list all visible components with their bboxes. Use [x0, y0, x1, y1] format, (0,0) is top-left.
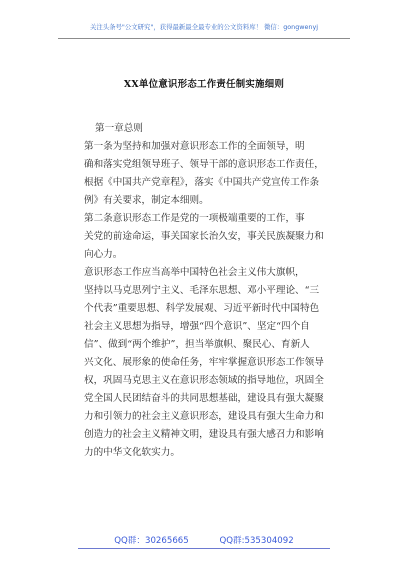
header-promo-note: 关注头条号"公文研究"，获得最新最全最专业的公文资料库！ 微信：gongwenyj — [89, 23, 319, 31]
footer-contact — [0, 534, 408, 546]
footer-qq-group-1: QQ群：30265665 — [114, 536, 189, 546]
text-line: 社会主义思想为指导，增强“四个意识”、坚定“四个自 — [84, 321, 310, 332]
text-line: 权，巩固马克思主义在意识形态领域的指导地位，巩固全 — [84, 375, 324, 386]
text-line: 关党的前途命运，事关国家长治久安，事关民族凝聚力和 — [84, 231, 324, 242]
text-line: 例》有关要求，制定本细则。 — [84, 195, 209, 206]
text-line: 根据《中国共产党章程》，落实《中国共产党宣传工作条 — [84, 177, 320, 188]
article-paragraph — [84, 138, 344, 210]
article-paragraph — [84, 264, 344, 462]
text-line: 个代表”重要思想、科学发展观、习近平新时代中国特色 — [84, 303, 320, 314]
document-title: XX单位意识形态工作责任制实施细则 — [123, 79, 285, 90]
text-line: 第二条意识形态工作是党的一项极端重要的工作，事 — [84, 213, 305, 224]
text-line: 党全国人民团结奋斗的共同思想基础，建设具有强大凝聚 — [84, 393, 324, 404]
document-body — [84, 120, 344, 462]
footer-divider — [78, 548, 330, 549]
text-line: 创造力的社会主义精神文明，建设具有强大感召力和影响 — [84, 429, 324, 440]
text-line: 第一章总则 — [95, 123, 143, 134]
text-line: 向心力。 — [84, 249, 123, 260]
text-line: 确和落实党组领导班子、领导干部的意识形态工作责任， — [84, 159, 324, 170]
text-line: 意识形态工作应当高举中国特色社会主义伟大旗帜， — [84, 267, 305, 278]
text-line: 兴文化、展形象的使命任务，牢牢掌握意识形态工作领导 — [84, 357, 324, 368]
text-line: 第一条为坚持和加强对意识形态工作的全面领导，明 — [84, 141, 305, 152]
header-divider — [58, 38, 350, 39]
text-line: 力和引领力的社会主义意识形态，建设具有强大生命力和 — [84, 411, 324, 422]
text-line: 坚持以马克思列宁主义、毛泽东思想、邓小平理论、“三 — [84, 285, 320, 296]
chapter-heading — [84, 120, 344, 138]
footer-qq-group-2: QQ群:535304092 — [219, 536, 294, 546]
article-paragraph — [84, 210, 344, 264]
text-line: 信”、做到“两个维护”，担当举旗帜、聚民心、育新人 — [84, 339, 310, 350]
text-line: 力的中华文化软实力。 — [84, 447, 180, 458]
